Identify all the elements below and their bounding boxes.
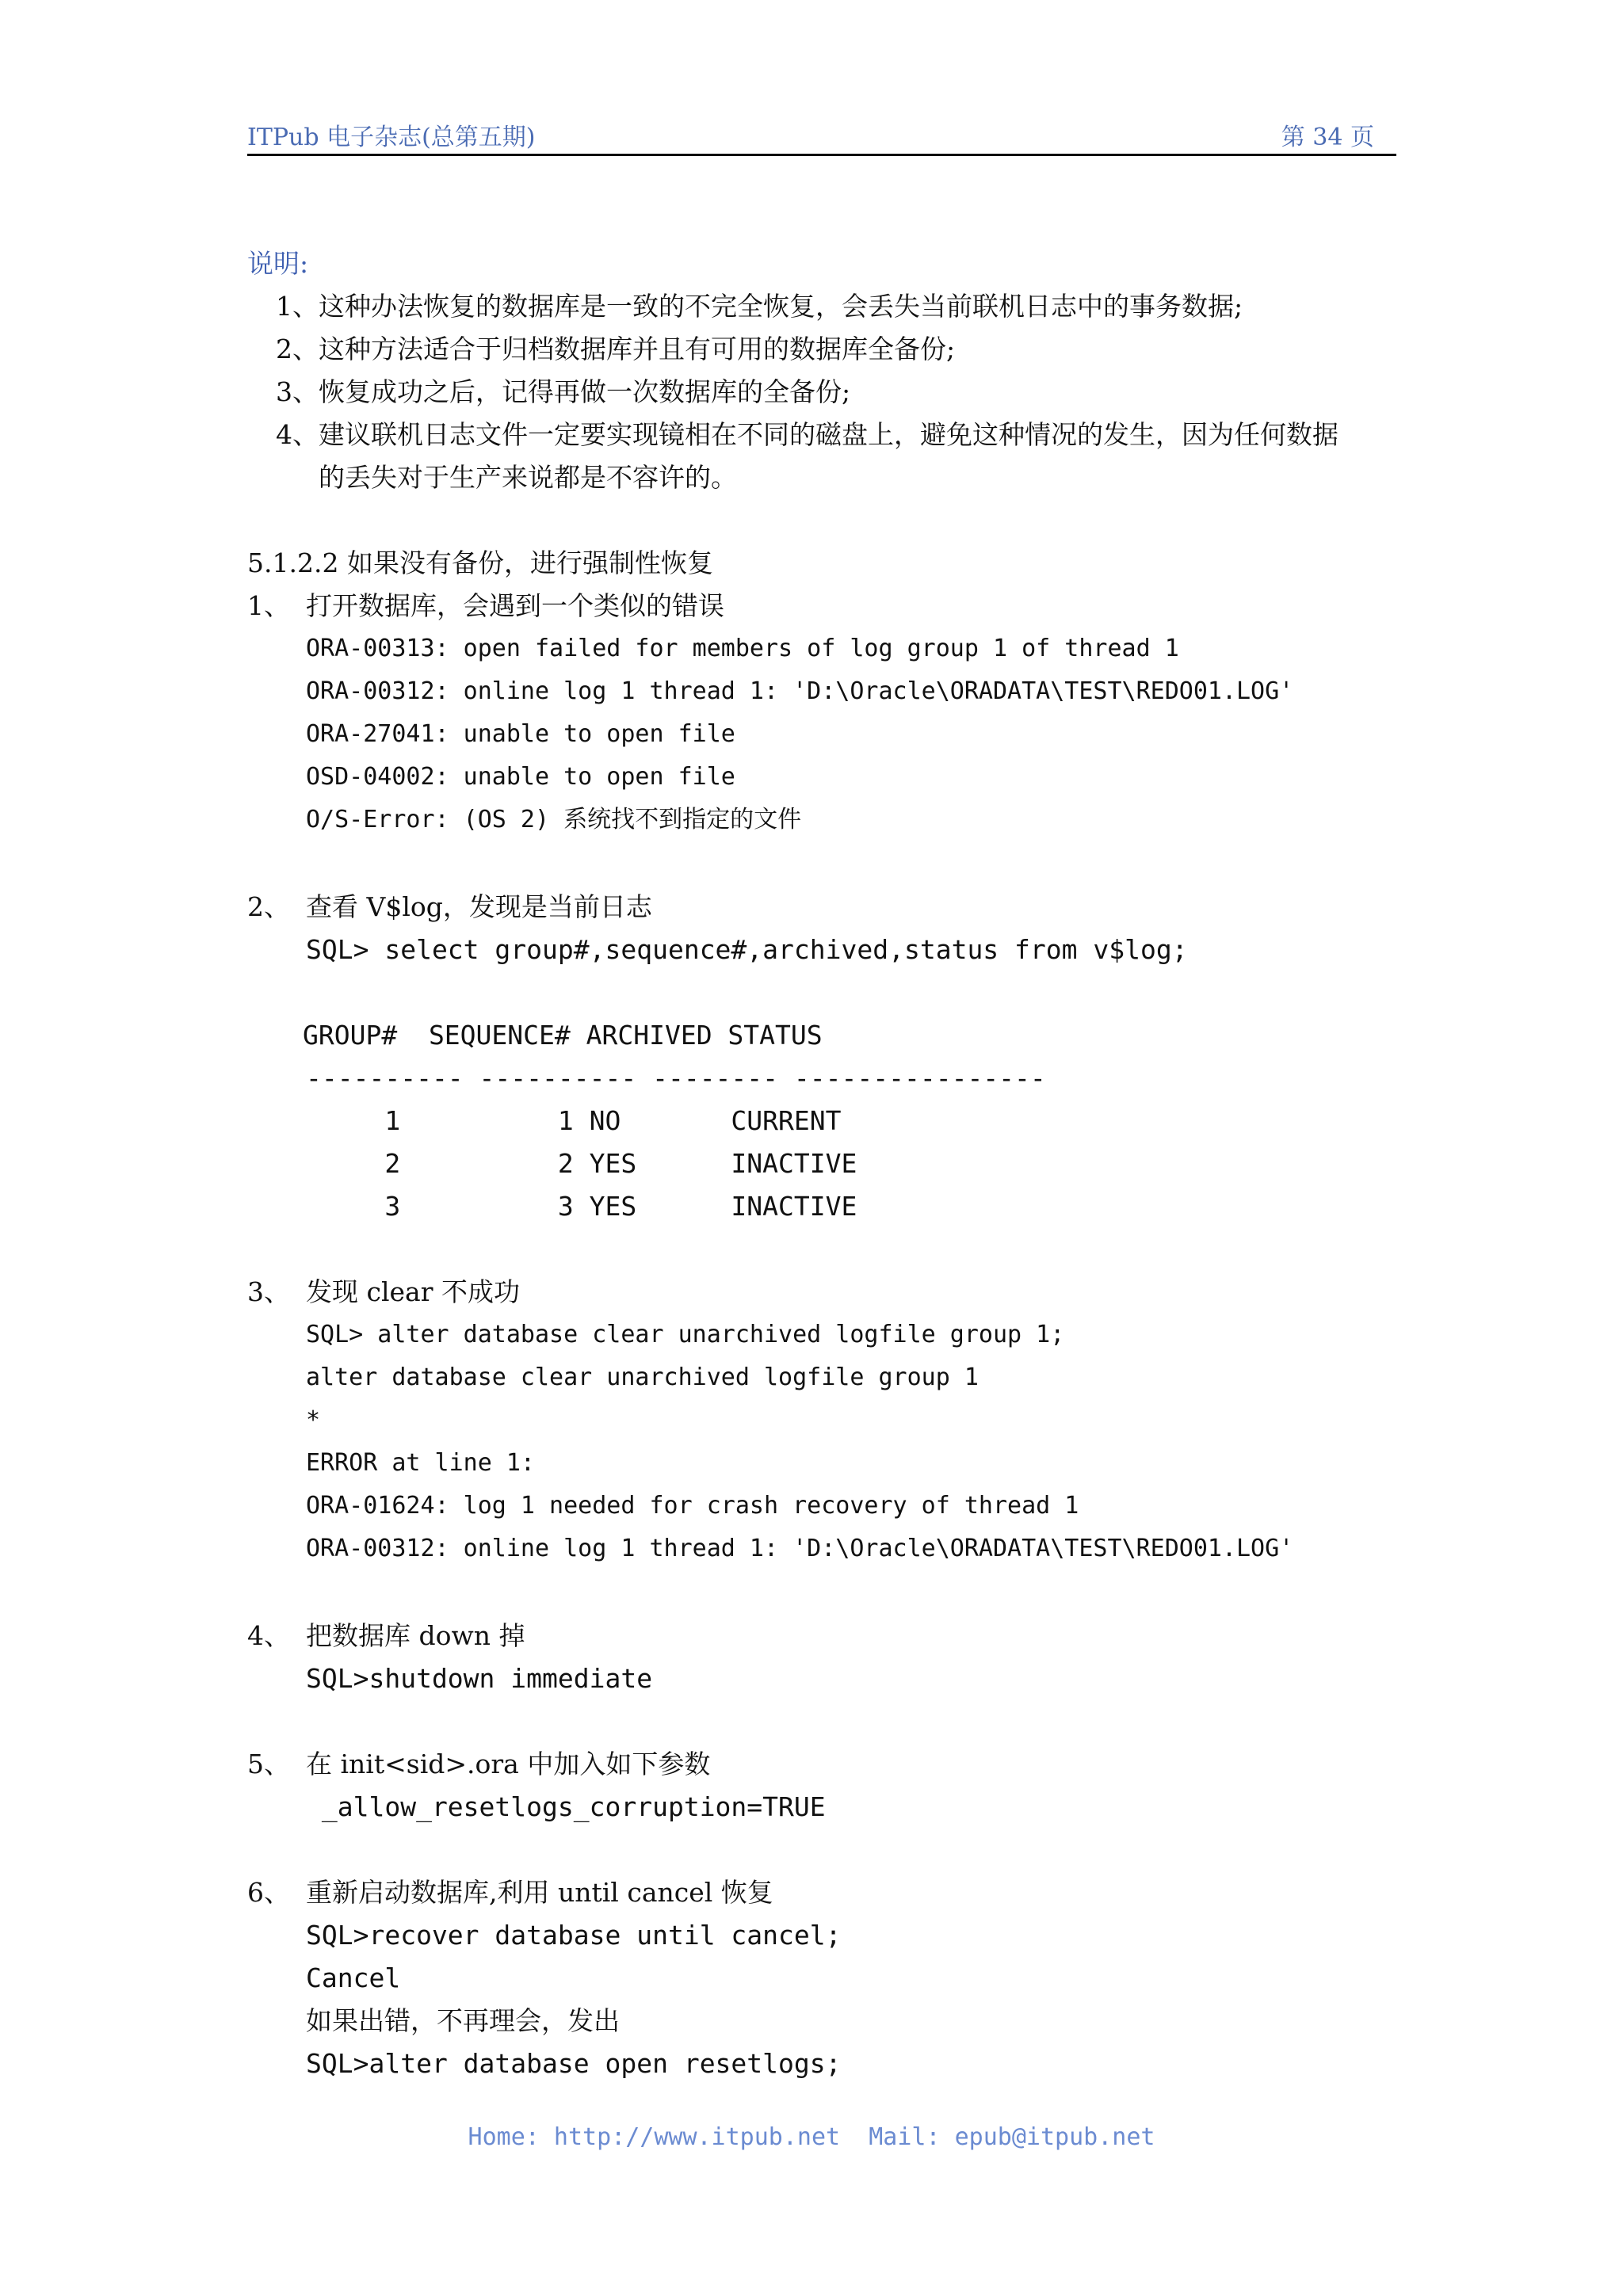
instruction-text: 如果出错，不再理会，发出	[306, 2005, 620, 2036]
error-line: ORA-27041: unable to open file	[306, 720, 735, 748]
step-number: 5、	[247, 1749, 290, 1779]
error-line: OSD-04002: unable to open file	[306, 763, 735, 791]
step-text: 发现 clear 不成功	[306, 1276, 520, 1307]
sql-command: SQL>recover database until cancel;	[306, 1920, 842, 1951]
step-number: 6、	[247, 1877, 290, 1908]
step-text: 打开数据库，会遇到一个类似的错误	[306, 590, 724, 621]
footer-contact: Home: http://www.itpub.net Mail: epub@itpub.net	[468, 2123, 1155, 2151]
step-text: 重新启动数据库,利用 until cancel 恢复	[306, 1877, 773, 1908]
step-text: 在 init<sid>.ora 中加入如下参数	[306, 1749, 711, 1779]
table-row: 2 2 YES INACTIVE	[306, 1148, 857, 1179]
note-item: 4、建议联机日志文件一定要实现镜相在不同的磁盘上，避免这种情况的发生，因为任何数据	[276, 419, 1338, 450]
magazine-title: ITPub 电子杂志(总第五期)	[247, 124, 536, 151]
sql-command: SQL> select group#,sequence#,archived,status from v$log;	[306, 934, 1188, 965]
sql-line: Cancel	[306, 1962, 401, 1993]
error-line: O/S-Error: (OS 2) 系统找不到指定的文件	[306, 806, 802, 833]
step-number: 2、	[247, 891, 290, 922]
step-number: 3、	[247, 1276, 290, 1307]
page-number: 第 34 页	[1281, 124, 1374, 151]
step-text: 把数据库 down 掉	[306, 1620, 525, 1651]
error-line: ORA-00312: online log 1 thread 1: 'D:\Oracle\ORADATA\TEST\REDO01.LOG'	[306, 677, 1294, 705]
sql-line: alter database clear unarchived logfile group 1	[306, 1363, 979, 1391]
note-item: 2、这种方法适合于归档数据库并且有可用的数据库全备份;	[276, 334, 956, 364]
note-item: 1、这种办法恢复的数据库是一致的不完全恢复，会丢失当前联机日志中的事务数据;	[276, 291, 1243, 322]
table-rule: ---------- ---------- -------- ----------------	[306, 1062, 1046, 1093]
step-number: 1、	[247, 590, 290, 621]
step-text: 查看 V$log，发现是当前日志	[306, 891, 652, 922]
page-footer	[0, 2123, 1623, 2151]
error-line: ORA-00313: open failed for members of log group 1 of thread 1	[306, 635, 1179, 662]
sql-command: SQL>shutdown immediate	[306, 1663, 653, 1694]
sql-line: ORA-00312: online log 1 thread 1: 'D:\Oracle\ORADATA\TEST\REDO01.LOG'	[306, 1535, 1294, 1562]
table-header: GROUP# SEQUENCE# ARCHIVED STATUS	[303, 1020, 823, 1051]
sql-line: ORA-01624: log 1 needed for crash recovery of thread 1	[306, 1492, 1079, 1520]
sql-line: *	[306, 1406, 321, 1434]
sql-command: SQL>alter database open resetlogs;	[306, 2048, 842, 2079]
note-title: 说明:	[247, 248, 309, 279]
page-header	[247, 117, 1396, 156]
table-row: 1 1 NO CURRENT	[306, 1105, 842, 1136]
sql-line: ERROR at line 1:	[306, 1449, 535, 1477]
table-row: 3 3 YES INACTIVE	[306, 1191, 857, 1222]
note-item: 3、恢复成功之后，记得再做一次数据库的全备份;	[276, 376, 851, 407]
section-title: 5.1.2.2 如果没有备份，进行强制性恢复	[247, 547, 713, 578]
init-parameter: _allow_resetlogs_corruption=TRUE	[306, 1791, 826, 1822]
note-item-continuation: 的丢失对于生产来说都是不容许的。	[319, 462, 737, 493]
sql-line: SQL> alter database clear unarchived logfile group 1;	[306, 1321, 1065, 1348]
step-number: 4、	[247, 1620, 290, 1651]
